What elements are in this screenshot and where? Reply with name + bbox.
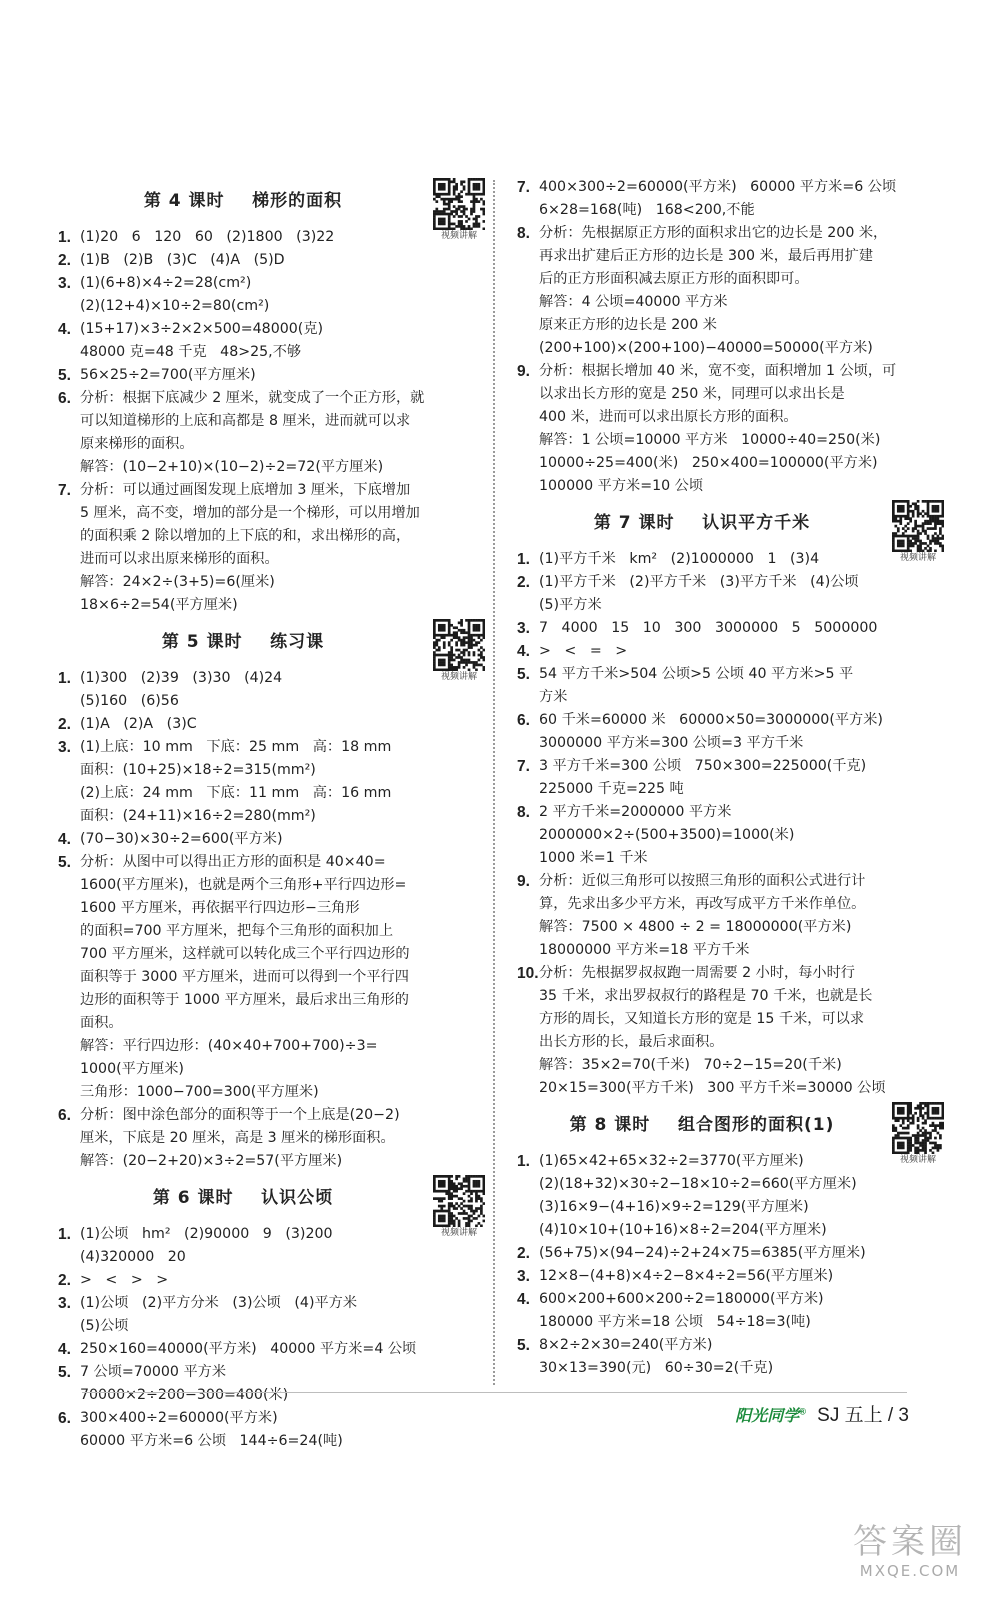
answer-line: 分析：近似三角形可以按照三角形的面积公式进行计 <box>539 873 866 889</box>
answer-line: 可以知道梯形的上底和高都是 8 厘米，进而就可以求 <box>80 413 411 429</box>
answer-item <box>517 548 947 571</box>
question-number: 5. <box>517 1337 530 1354</box>
answer-line: 7 公顷=70000 平方米 <box>80 1364 227 1380</box>
answer-line: 原来正方形的边长是 200 米 <box>539 317 717 333</box>
qr-label: 视频讲解 <box>899 553 936 563</box>
question-number: 4. <box>517 643 530 660</box>
answer-line: 5 厘米，高不变，增加的部分是一个梯形，可以用增加 <box>80 505 420 521</box>
answer-text <box>539 1242 947 1265</box>
answer-line: 1600 平方厘米，再依据平行四边形−三角形 <box>80 900 360 916</box>
answer-line: 面积等于 3000 平方厘米，进而可以得到一个平行四 <box>80 969 409 985</box>
qr-code-icon <box>433 1175 485 1227</box>
answer-line: 10000÷25=400(米) 250×400=100000(平方米) <box>539 455 878 471</box>
answer-item <box>58 1407 488 1430</box>
registered-mark: ® <box>799 1406 806 1417</box>
question-number: 8. <box>517 804 530 821</box>
answer-item <box>517 222 947 360</box>
qr-code[interactable] <box>889 500 947 564</box>
answer-text <box>80 1223 488 1269</box>
qr-label: 视频讲解 <box>440 1228 477 1238</box>
answer-item <box>58 1292 488 1338</box>
answer-line: 分析：可以通过画图发现上底增加 3 厘米，下底增加 <box>80 482 411 498</box>
answer-item <box>517 617 947 640</box>
answer-line: 225000 千克=225 吨 <box>539 781 684 797</box>
answer-line: 18×6÷2=54(平方厘米) <box>80 597 238 613</box>
answer-item <box>517 360 947 498</box>
section-title: 第 4 课时 梯形的面积 <box>143 191 343 211</box>
qr-label: 视频讲解 <box>440 672 477 682</box>
answer-line: (5)160 (6)56 <box>80 693 179 709</box>
corner-watermark <box>835 1522 985 1592</box>
qr-code-icon <box>892 500 944 552</box>
answer-line: (2)(18+32)×30÷2−18×10÷2=660(平方厘米) <box>539 1176 857 1192</box>
answer-text <box>80 1407 488 1430</box>
answer-item <box>58 1338 488 1361</box>
answer-line: 进而可以求出原来梯形的面积。 <box>80 551 279 567</box>
answer-item <box>517 870 947 962</box>
answer-text <box>539 870 947 962</box>
section-title: 第 6 课时 认识公顷 <box>152 1188 334 1208</box>
answer-item <box>58 249 488 272</box>
answer-item <box>517 1288 947 1334</box>
answer-text <box>80 1292 488 1338</box>
answer-line: 面积：(10+25)×18÷2=315(mm²) <box>80 762 316 778</box>
watermark-site: MXQE.COM <box>859 1562 961 1580</box>
answer-item <box>58 479 488 617</box>
question-number: 9. <box>517 363 530 380</box>
answer-item <box>58 1361 488 1407</box>
question-number: 6. <box>517 712 530 729</box>
qr-code-icon <box>433 619 485 671</box>
answer-item <box>58 667 488 713</box>
answer-line: (1)B (2)B (3)C (4)A (5)D <box>80 252 285 268</box>
answer-text <box>80 272 488 318</box>
answer-text <box>80 341 488 364</box>
question-number: 4. <box>58 1341 71 1358</box>
answer-list <box>517 176 947 498</box>
answer-line: 再求出扩建后正方形的边长是 300 米，最后再用扩建 <box>539 248 874 264</box>
answer-text <box>80 1430 488 1453</box>
answer-text <box>80 667 488 713</box>
answer-item <box>58 1223 488 1269</box>
answer-line: 解答：1 公顷=10000 平方米 10000÷40=250(米) <box>539 432 881 448</box>
question-number: 3. <box>517 1268 530 1285</box>
answer-item <box>58 341 488 364</box>
answer-list <box>58 226 488 617</box>
answer-line: 面积。 <box>80 1015 123 1031</box>
answer-line: 的面积=700 平方厘米，把每个三角形的面积加上 <box>80 923 394 939</box>
answer-line: 6×28=168(吨) 168<200,不能 <box>539 202 755 218</box>
answer-item <box>58 318 488 341</box>
answer-line: 600×200+600×200÷2=180000(平方米) <box>539 1291 824 1307</box>
answer-text <box>80 851 488 1104</box>
question-number: 6. <box>58 1410 71 1427</box>
page-number: SJ 五上 / 3 <box>817 1405 909 1426</box>
answer-text <box>539 1265 947 1288</box>
answer-line: (1)300 (2)39 (3)30 (4)24 <box>80 670 283 686</box>
answer-text <box>539 617 947 640</box>
question-number: 9. <box>517 873 530 890</box>
section-title: 第 5 课时 练习课 <box>161 632 325 652</box>
answer-line: 厘米，下底是 20 厘米，高是 3 厘米的梯形面积。 <box>80 1130 395 1146</box>
question-number: 5. <box>58 367 71 384</box>
answer-text <box>539 1150 947 1242</box>
answer-text <box>539 571 947 617</box>
answer-text <box>539 1334 947 1380</box>
question-number: 7. <box>517 758 530 775</box>
answer-item <box>517 801 947 870</box>
answer-line: (1)公顷 (2)平方分米 (3)公顷 (4)平方米 <box>80 1295 358 1311</box>
answer-item <box>517 663 947 709</box>
question-number: 3. <box>58 1295 71 1312</box>
answer-line: 35 千米，求出罗叔叔行的路程是 70 千米，也就是长 <box>539 988 873 1004</box>
answer-line: 100000 平方米=10 公顷 <box>539 478 704 494</box>
answer-line: 400×300÷2=60000(平方米) 60000 平方米=6 公顷 <box>539 179 897 195</box>
question-number: 1. <box>58 229 71 246</box>
question-number: 3. <box>58 275 71 292</box>
answer-item <box>517 1150 947 1242</box>
qr-code-icon <box>433 178 485 230</box>
answer-line: 分析：根据下底减少 2 厘米，就变成了一个正方形，就 <box>80 390 425 406</box>
answer-text <box>80 249 488 272</box>
right-column <box>517 176 947 1380</box>
answer-line: (2)(12+4)×10÷2=80(cm²) <box>80 298 270 314</box>
answer-list <box>58 1223 488 1453</box>
answer-line: 面积：(24+11)×16÷2=280(mm²) <box>80 808 316 824</box>
qr-code[interactable] <box>889 1102 947 1166</box>
answer-text <box>80 479 488 617</box>
answer-text <box>539 962 947 1100</box>
question-number: 4. <box>517 1291 530 1308</box>
answer-line: 250×160=40000(平方米) 40000 平方米=4 公顷 <box>80 1341 417 1357</box>
answer-line: (15+17)×3÷2×2×500=48000(克) <box>80 321 324 337</box>
answer-line: 18000000 平方米=18 平方千米 <box>539 942 750 958</box>
answer-line: 2000000×2÷(500+3500)=1000(米) <box>539 827 795 843</box>
answer-line: 3 平方千米=300 公顷 750×300=225000(千克) <box>539 758 867 774</box>
answer-text <box>539 222 947 360</box>
answer-line: 56×25÷2=700(平方厘米) <box>80 367 256 383</box>
answer-line: (2)上底：24 mm 下底：11 mm 高：16 mm <box>80 785 392 801</box>
answer-line: (1)20 6 120 60 (2)1800 (3)22 <box>80 229 335 245</box>
qr-code[interactable] <box>430 178 488 242</box>
question-number: 2. <box>58 716 71 733</box>
answer-line: 以求出长方形的宽是 250 米，同理可以求出长是 <box>539 386 845 402</box>
answer-text <box>539 755 947 801</box>
answer-line: (56+75)×(94−24)÷2+24×75=6385(平方厘米) <box>539 1245 866 1261</box>
answer-text <box>80 736 488 828</box>
question-number: 5. <box>517 666 530 683</box>
answer-line: 48000 克=48 千克 48>25,不够 <box>80 344 302 360</box>
answer-line: 1000(平方厘米) <box>80 1061 184 1077</box>
question-number: 7. <box>517 179 530 196</box>
answer-text <box>539 176 947 222</box>
answer-text <box>539 548 947 571</box>
answer-text <box>80 828 488 851</box>
answer-line: (1)A (2)A (3)C <box>80 716 197 732</box>
answer-item <box>58 1269 488 1292</box>
qr-label: 视频讲解 <box>440 231 477 241</box>
answer-text <box>80 1104 488 1173</box>
answer-line: 算，先求出多少平方米，再改写成平方千米作单位。 <box>539 896 866 912</box>
answer-line: 分析：根据长增加 40 米，宽不变，面积增加 1 公顷，可 <box>539 363 897 379</box>
answer-list <box>517 548 947 1100</box>
answer-line: 解答：(20−2+20)×3÷2=57(平方厘米) <box>80 1153 343 1169</box>
answer-line: 分析：先根据罗叔叔跑一周需要 2 小时，每小时行 <box>539 965 855 981</box>
answer-line: (3)16×9−(4+16)×9÷2=129(平方厘米) <box>539 1199 809 1215</box>
answer-line: 7 4000 15 10 300 3000000 5 5000000 <box>539 620 878 636</box>
answer-line: 分析：图中涂色部分的面积等于一个上底是(20−2) <box>80 1107 400 1123</box>
answer-text <box>80 1338 488 1361</box>
answer-line: (1)公顷 hm² (2)90000 9 (3)200 <box>80 1226 333 1242</box>
answer-text <box>80 1269 488 1292</box>
question-number: 2. <box>517 574 530 591</box>
answer-text <box>80 226 488 249</box>
question-number <box>58 1430 80 1453</box>
answer-line: > < = > <box>539 643 628 659</box>
answer-line: 解答：(10−2+10)×(10−2)÷2=72(平方厘米) <box>80 459 384 475</box>
question-number: 1. <box>58 1226 71 1243</box>
question-number: 2. <box>58 1272 71 1289</box>
answer-line: 1000 米=1 千米 <box>539 850 648 866</box>
answer-line: 1600(平方厘米)，也就是两个三角形+平行四边形= <box>80 877 407 893</box>
answer-text <box>539 801 947 870</box>
answer-line: 解答：平行四边形：(40×40+700+700)÷3= <box>80 1038 378 1054</box>
answer-line: (5)公顷 <box>80 1318 129 1334</box>
answer-line: 12×8−(4+8)×4÷2−8×4÷2=56(平方厘米) <box>539 1268 834 1284</box>
section-title: 第 7 课时 认识平方千米 <box>593 513 811 533</box>
answer-item <box>58 364 488 387</box>
answer-line: 方形的周长，又知道长方形的宽是 15 千米，可以求 <box>539 1011 865 1027</box>
answer-line: 300×400÷2=60000(平方米) <box>80 1410 278 1426</box>
question-number: 3. <box>517 620 530 637</box>
answer-text <box>80 1361 488 1407</box>
answer-text <box>80 387 488 479</box>
qr-label: 视频讲解 <box>899 1155 936 1165</box>
answer-line: 解答：7500 × 4800 ÷ 2 = 18000000(平方米) <box>539 919 852 935</box>
answer-line: (200+100)×(200+100)−40000=50000(平方米) <box>539 340 873 356</box>
question-number: 6. <box>58 1107 71 1124</box>
answer-line: 边形的面积等于 1000 平方厘米，最后求出三角形的 <box>80 992 409 1008</box>
answer-line: 8×2÷2×30=240(平方米) <box>539 1337 713 1353</box>
question-number: 8. <box>517 225 530 242</box>
answer-list <box>58 667 488 1173</box>
answer-item <box>517 640 947 663</box>
answer-item <box>517 176 947 222</box>
brand-name: 阳光同学 <box>735 1408 800 1425</box>
answer-line: (1)平方千米 km² (2)1000000 1 (3)4 <box>539 551 820 567</box>
answer-line: 60 千米=60000 米 60000×50=3000000(平方米) <box>539 712 883 728</box>
brand-logo <box>735 1408 806 1425</box>
qr-code[interactable] <box>430 1175 488 1239</box>
question-number: 4. <box>58 831 71 848</box>
answer-line: 60000 平方米=6 公顷 144÷6=24(吨) <box>80 1433 343 1449</box>
question-number: 10. <box>517 965 539 982</box>
answer-line: (1)65×42+65×32÷2=3770(平方厘米) <box>539 1153 804 1169</box>
answer-line: 3000000 平方米=300 公顷=3 平方千米 <box>539 735 804 751</box>
answer-line: (70−30)×30÷2=600(平方米) <box>80 831 283 847</box>
answer-list <box>517 1150 947 1380</box>
answer-line: (4)10×10+(10+16)×8÷2=204(平方厘米) <box>539 1222 827 1238</box>
answer-line: 原来梯形的面积。 <box>80 436 194 452</box>
answer-line: (1)上底：10 mm 下底：25 mm 高：18 mm <box>80 739 392 755</box>
answer-text <box>80 318 488 341</box>
answer-text <box>539 663 947 709</box>
question-number: 1. <box>517 551 530 568</box>
column-divider <box>493 180 495 1385</box>
answer-item <box>58 713 488 736</box>
qr-code[interactable] <box>430 619 488 683</box>
question-number: 3. <box>58 739 71 756</box>
footer-rule <box>82 1392 907 1393</box>
answer-text <box>539 640 947 663</box>
answer-line: (5)平方米 <box>539 597 602 613</box>
answer-line: 方米 <box>539 689 568 705</box>
question-number: 2. <box>58 252 71 269</box>
question-number <box>58 341 80 364</box>
answer-item <box>58 736 488 828</box>
answer-line: (1)(6+8)×4÷2=28(cm²) <box>80 275 252 291</box>
question-number: 1. <box>58 670 71 687</box>
answer-line: 三角形：1000−700=300(平方厘米) <box>80 1084 319 1100</box>
answer-line: 解答：4 公顷=40000 平方米 <box>539 294 728 310</box>
answer-line: 分析：先根据原正方形的面积求出它的边长是 200 米， <box>539 225 888 241</box>
answer-line: 30×13=390(元) 60÷30=2(千克) <box>539 1360 774 1376</box>
answer-text <box>80 713 488 736</box>
answer-line: 出长方形的长，最后求面积。 <box>539 1034 724 1050</box>
answer-item <box>58 1430 488 1453</box>
answer-item <box>58 272 488 318</box>
answer-line: 54 平方千米>504 公顷>5 公顷 40 平方米>5 平 <box>539 666 854 682</box>
answer-text <box>539 360 947 498</box>
answer-item <box>517 709 947 755</box>
answer-line: 400 米，进而可以求出原长方形的面积。 <box>539 409 798 425</box>
answer-item <box>58 226 488 249</box>
question-number: 6. <box>58 390 71 407</box>
answer-item <box>58 387 488 479</box>
answer-line: > < > > <box>80 1272 169 1288</box>
question-number: 4. <box>58 321 71 338</box>
answer-line: 70000×2÷200−300=400(米) <box>80 1387 289 1403</box>
answer-item <box>58 851 488 1104</box>
answer-line: 180000 平方米=18 公顷 54÷18=3(吨) <box>539 1314 811 1330</box>
answer-item <box>517 1334 947 1380</box>
question-number: 5. <box>58 1364 71 1381</box>
answer-line: 的面积乘 2 除以增加的上下底的和，求出梯形的高， <box>80 528 411 544</box>
answer-item <box>517 962 947 1100</box>
answer-line: 后的正方形面积减去原正方形的面积即可。 <box>539 271 809 287</box>
question-number: 1. <box>517 1153 530 1170</box>
answer-item <box>517 1265 947 1288</box>
answer-item <box>517 1242 947 1265</box>
question-number: 7. <box>58 482 71 499</box>
answer-line: (1)平方千米 (2)平方千米 (3)平方千米 (4)公顷 <box>539 574 859 590</box>
answer-line: 2 平方千米=2000000 平方米 <box>539 804 732 820</box>
qr-code-icon <box>892 1102 944 1154</box>
question-number: 2. <box>517 1245 530 1262</box>
answer-line: 解答：35×2=70(千米) 70÷2−15=20(千米) <box>539 1057 842 1073</box>
question-number: 5. <box>58 854 71 871</box>
answer-item <box>517 571 947 617</box>
answer-line: 20×15=300(平方千米) 300 平方千米=30000 公顷 <box>539 1080 886 1096</box>
answer-item <box>517 755 947 801</box>
answer-line: 700 平方厘米，这样就可以转化成三个平行四边形的 <box>80 946 410 962</box>
answer-text <box>80 364 488 387</box>
left-column <box>58 176 488 1453</box>
section-title: 第 8 课时 组合图形的面积(1) <box>569 1115 835 1135</box>
watermark-logo: 答案圈 <box>853 1522 967 1562</box>
answer-text <box>539 709 947 755</box>
answer-text <box>539 1288 947 1334</box>
answer-line: (4)320000 20 <box>80 1249 186 1265</box>
page-footer <box>735 1400 909 1427</box>
answer-line: 解答：24×2÷(3+5)=6(厘米) <box>80 574 275 590</box>
answer-item <box>58 828 488 851</box>
answer-item <box>58 1104 488 1173</box>
answer-line: 分析：从图中可以得出正方形的面积是 40×40= <box>80 854 386 870</box>
